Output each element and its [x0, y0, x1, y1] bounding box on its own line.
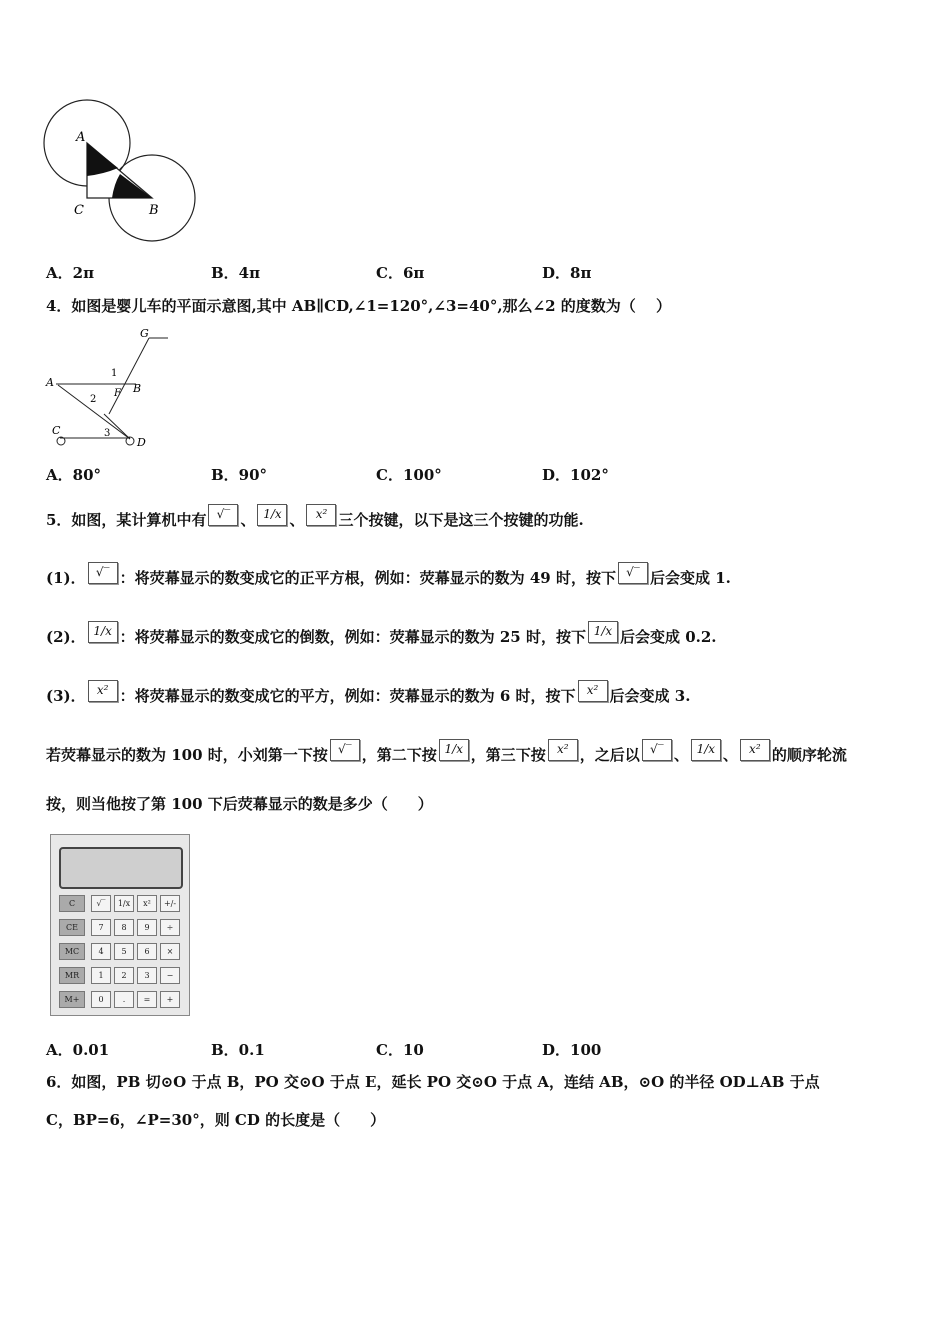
- q4-option-a: A．80°: [46, 466, 102, 484]
- square-key-icon: x²: [88, 680, 118, 702]
- reciprocal-key-icon: 1/x: [588, 621, 618, 643]
- calculator-key: 1/x: [114, 895, 134, 912]
- calculator-key: CE: [59, 919, 85, 936]
- q6-stem-line-1: 6．如图，PB 切⊙O 于点 B，PO 交⊙O 于点 E，延长 PO 交⊙O 于点 A，连结 AB，⊙O 的半径 OD⊥AB 于点: [46, 1073, 820, 1091]
- calculator-key: 1: [91, 967, 111, 984]
- calculator-key: 2: [114, 967, 134, 984]
- label-angle-3: 3: [104, 428, 111, 439]
- sqrt-key-icon: √‾: [330, 739, 360, 761]
- sqrt-key-icon: √‾: [208, 504, 238, 526]
- calculator-key: C: [59, 895, 85, 912]
- calculator-key: 8: [114, 919, 134, 936]
- q5-option-b: B．0.1: [211, 1041, 265, 1059]
- calculator-key: −: [160, 967, 180, 984]
- label-g: G: [140, 327, 149, 340]
- sqrt-key-icon: √‾: [618, 562, 648, 584]
- reciprocal-key-icon: 1/x: [257, 504, 287, 526]
- q5-item-5: 按，则当他按了第 100 下后荧幕显示的数是多少（ ）: [46, 795, 433, 813]
- q3-option-b: B．4π: [211, 264, 261, 282]
- label-angle-1: 1: [111, 368, 118, 379]
- calculator-key: +: [160, 991, 180, 1008]
- q4-option-c: C．100°: [376, 466, 442, 484]
- label-a: A: [46, 376, 54, 389]
- calculator-screen: [59, 847, 183, 889]
- reciprocal-key-icon: 1/x: [691, 739, 721, 761]
- q3-figure: [40, 96, 200, 246]
- calculator-key: 9: [137, 919, 157, 936]
- calculator-key: MC: [59, 943, 85, 960]
- q4-stem: 4．如图是婴儿车的平面示意图,其中 AB∥CD,∠1=120°,∠3=40°,那么∠2 的度数为（ ）: [46, 297, 672, 315]
- square-key-icon: x²: [578, 680, 608, 702]
- q4-option-d: D．102°: [542, 466, 609, 484]
- label-b: B: [149, 203, 159, 218]
- q5-option-a: A．0.01: [46, 1041, 110, 1059]
- q5-item-1: (1)． √‾ ：将荧幕显示的数变成它的正平方根，例如：荧幕显示的数为 49 时，按下 √‾ 后会变成 1.: [46, 568, 731, 590]
- calculator-key: MR: [59, 967, 85, 984]
- q4-option-b: B．90°: [211, 466, 268, 484]
- q5-option-d: D．100: [542, 1041, 602, 1059]
- q5-item-3: (3)． x² ：将荧幕显示的数变成它的平方，例如：荧幕显示的数为 6 时，按下 x² 后会变成 3.: [46, 686, 690, 708]
- label-angle-2: 2: [90, 394, 97, 405]
- square-key-icon: x²: [740, 739, 770, 761]
- calculator-key: ÷: [160, 919, 180, 936]
- label-d: D: [137, 436, 146, 449]
- q3-option-a: A．2π: [46, 264, 95, 282]
- label-f: F: [114, 388, 121, 399]
- sqrt-key-icon: √‾: [642, 739, 672, 761]
- calculator-key: 5: [114, 943, 134, 960]
- calculator-key: =: [137, 991, 157, 1008]
- calculator-key: 7: [91, 919, 111, 936]
- calculator-key: √‾: [91, 895, 111, 912]
- calculator-key: 4: [91, 943, 111, 960]
- calculator-key: 6: [137, 943, 157, 960]
- q5-option-c: C．10: [376, 1041, 424, 1059]
- label-a: A: [76, 130, 86, 145]
- calculator-key: 0: [91, 991, 111, 1008]
- q5-item-2: (2)． 1/x ：将荧幕显示的数变成它的倒数，例如：荧幕显示的数为 25 时，按下 1/x 后会变成 0.2.: [46, 627, 717, 649]
- calculator-image: [50, 834, 190, 1016]
- q5-item-4: 若荧幕显示的数为 100 时，小刘第一下按 √‾ ，第二下按 1/x ，第三下按 x² ，之后以 √‾ 、 1/x 、 x² 的顺序轮流: [46, 745, 847, 767]
- q3-option-d: D．8π: [542, 264, 592, 282]
- q4-figure: [44, 324, 174, 454]
- calculator-key: ×: [160, 943, 180, 960]
- label-c: C: [52, 424, 61, 437]
- sqrt-key-icon: √‾: [88, 562, 118, 584]
- q6-stem-line-2: C，BP=6，∠P=30°，则 CD 的长度是（ ）: [46, 1111, 386, 1129]
- square-key-icon: x²: [548, 739, 578, 761]
- calculator-key: .: [114, 991, 134, 1008]
- reciprocal-key-icon: 1/x: [88, 621, 118, 643]
- reciprocal-key-icon: 1/x: [439, 739, 469, 761]
- calculator-key: +/-: [160, 895, 180, 912]
- label-b: B: [133, 382, 142, 395]
- calculator-key: 3: [137, 967, 157, 984]
- label-c: C: [74, 203, 84, 218]
- calculator-key: M+: [59, 991, 85, 1008]
- calculator-key: x²: [137, 895, 157, 912]
- q3-option-c: C．6π: [376, 264, 425, 282]
- square-key-icon: x²: [306, 504, 336, 526]
- q5-stem: 5．如图，某计算机中有 √‾ 、 1/x 、 x² 三个按键，以下是这三个按键的功能.: [46, 510, 584, 532]
